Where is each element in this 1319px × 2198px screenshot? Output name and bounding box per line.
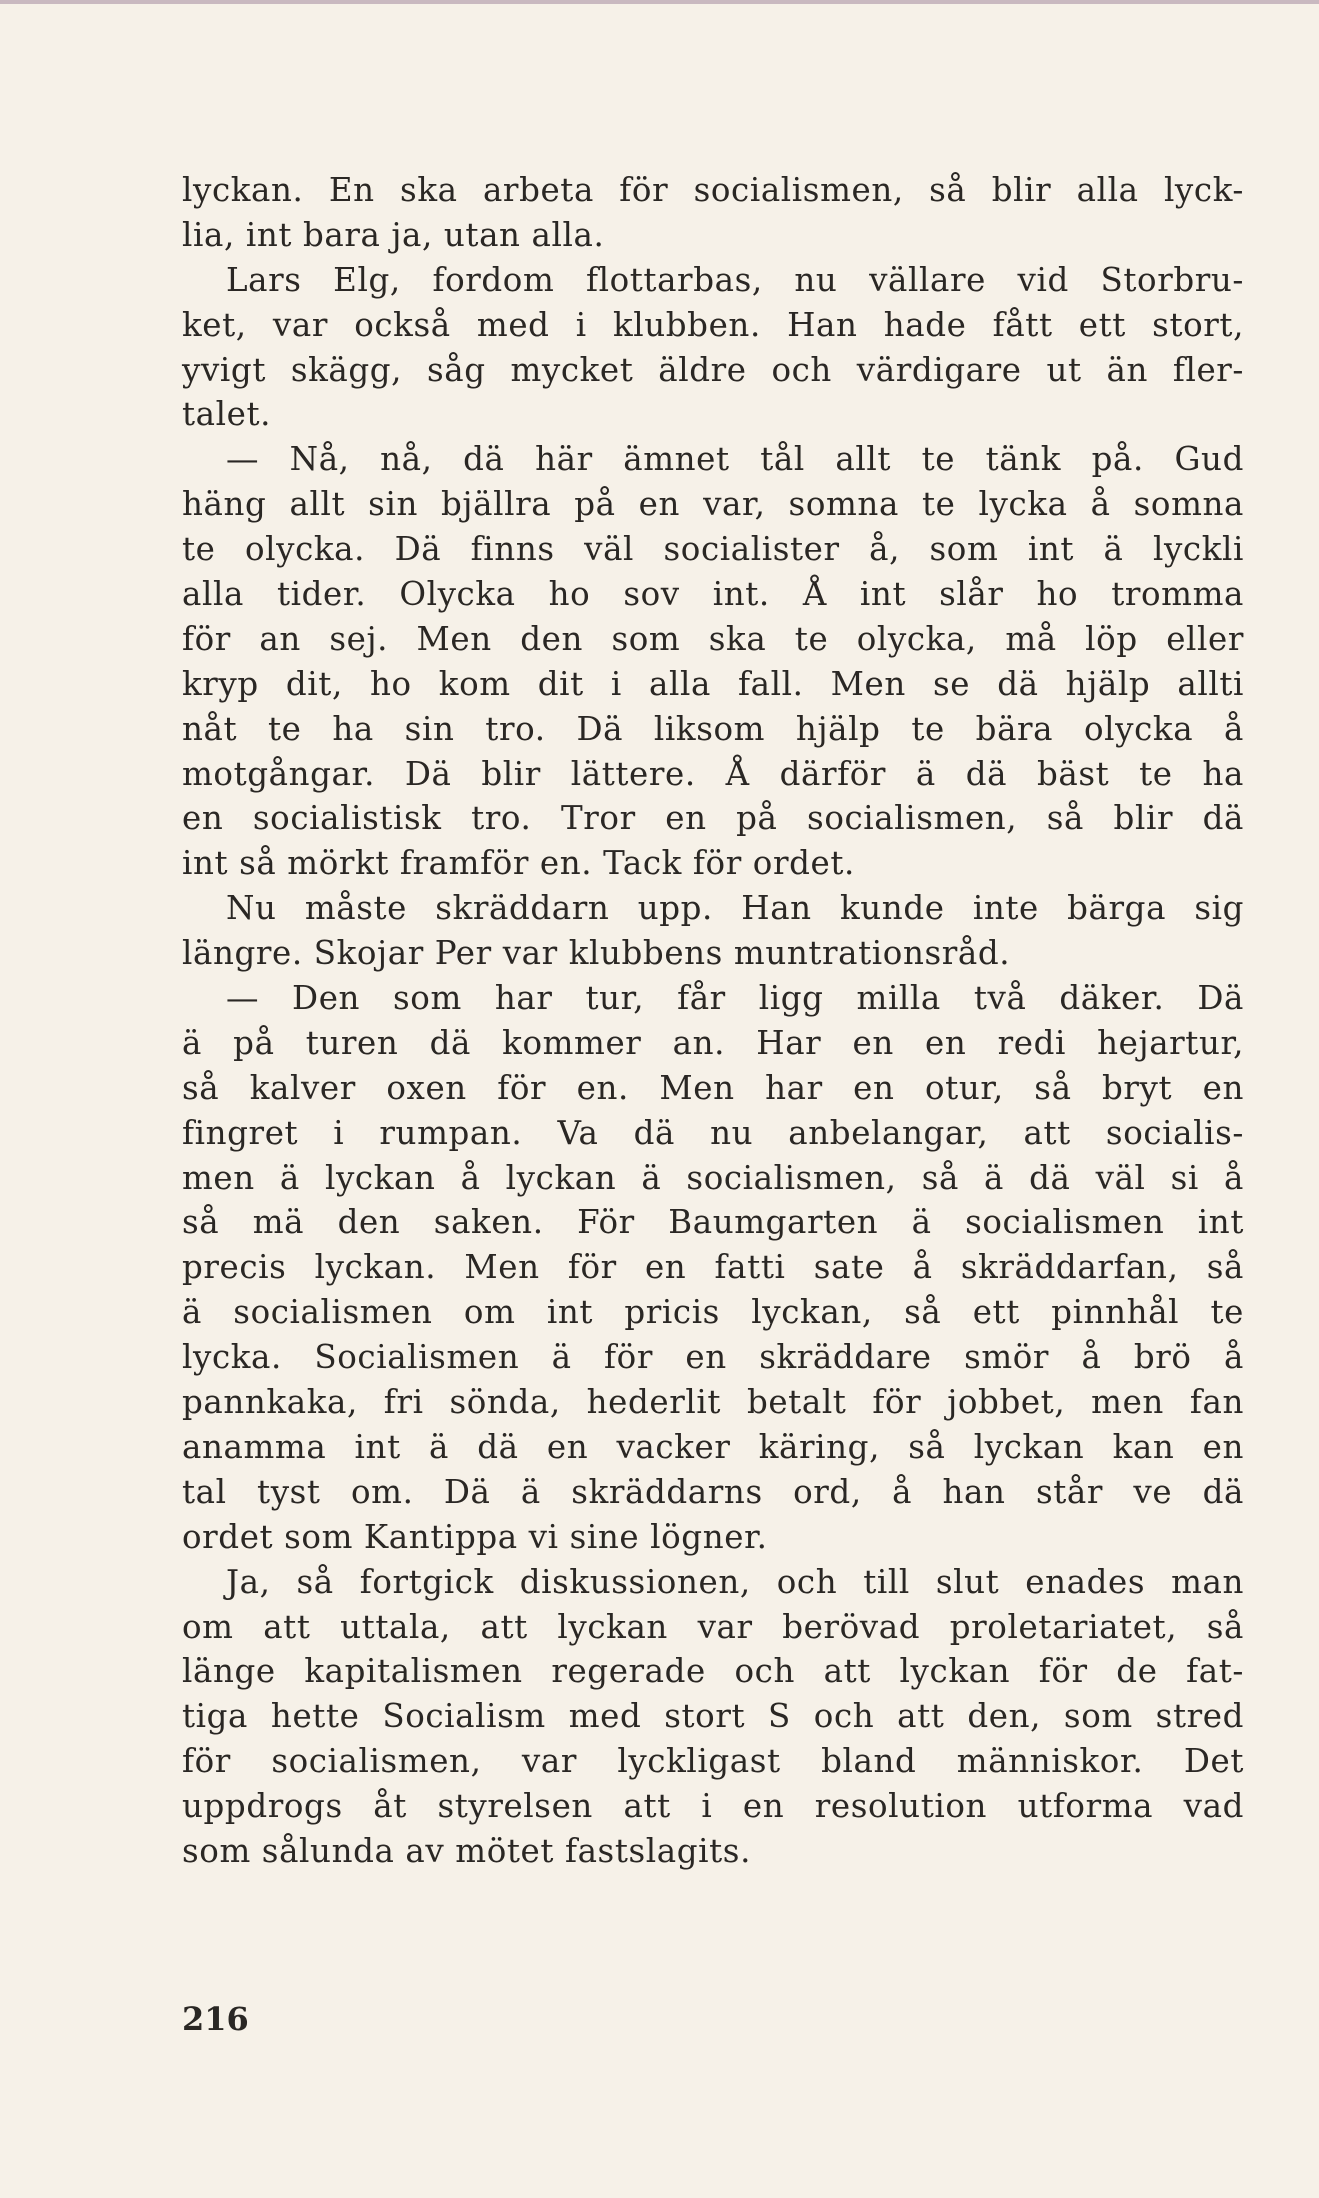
text-line: int så mörkt framför en. Tack för ordet. xyxy=(182,844,855,883)
text-line: — Den som har tur, får ligg milla två däker. Dä xyxy=(226,979,1244,1018)
page-number: 216 xyxy=(182,2000,249,2038)
text-line: länge kapitalismen regerade och att lyckan för de fat- xyxy=(182,1652,1244,1691)
text-line: som sålunda av mötet fastslagits. xyxy=(182,1831,752,1870)
text-line: lycka. Socialismen ä för en skräddare smör å brö å xyxy=(182,1338,1244,1377)
text-line: alla tider. Olycka ho sov int. Å int slår ho tromma xyxy=(182,575,1244,614)
text-line: för socialismen, var lyckligast bland människor. Det xyxy=(182,1742,1244,1781)
text-line: så kalver oxen för en. Men har en otur, så bryt en xyxy=(182,1068,1244,1107)
text-line: te olycka. Dä finns väl socialister å, som int ä lyckli xyxy=(182,530,1244,569)
text-line: fingret i rumpan. Va dä nu anbelangar, att socialis- xyxy=(182,1113,1244,1152)
text-line: om att uttala, att lyckan var berövad proletariatet, så xyxy=(182,1607,1244,1646)
text-line: tiga hette Socialism med stort S och att den, som stred xyxy=(182,1697,1244,1736)
text-line: motgångar. Dä blir lättere. Å därför ä dä bäst te ha xyxy=(182,754,1244,793)
text-line: Lars Elg, fordom flottarbas, nu vällare vid Storbru- xyxy=(226,260,1244,299)
text-line: yvigt skägg, såg mycket äldre och värdigare ut än fler- xyxy=(182,350,1244,389)
text-line: ä på turen dä kommer an. Har en en redi hejartur, xyxy=(182,1023,1244,1062)
text-line: tal tyst om. Dä ä skräddarns ord, å han står ve dä xyxy=(182,1472,1244,1511)
text-line: lyckan. En ska arbeta för socialismen, så blir alla lyck- xyxy=(182,171,1244,209)
text-line: Ja, så fortgick diskussionen, och till slut enades man xyxy=(226,1562,1244,1601)
text-line: ordet som Kantippa vi sine lögner. xyxy=(182,1517,768,1556)
text-line: talet. xyxy=(182,395,272,434)
text-line: så mä den saken. För Baumgarten ä socialismen int xyxy=(182,1203,1244,1242)
text-line: en socialistisk tro. Tror en på socialismen, så blir dä xyxy=(182,799,1244,838)
text-line: men ä lyckan å lyckan ä socialismen, så ä dä väl si å xyxy=(182,1158,1244,1197)
text-line: Nu måste skräddarn upp. Han kunde inte bärga sig xyxy=(226,889,1244,928)
text-line: pannkaka, fri sönda, hederlit betalt för jobbet, men fan xyxy=(182,1383,1244,1422)
text-line: längre. Skojar Per var klubbens muntrationsråd. xyxy=(182,934,1011,973)
text-line: lia, int bara ja, utan alla. xyxy=(182,215,605,254)
text-line: för an sej. Men den som ska te olycka, må löp eller xyxy=(182,619,1244,658)
text-line: nåt te ha sin tro. Dä liksom hjälp te bära olycka å xyxy=(182,709,1244,748)
text-line: precis lyckan. Men för en fatti sate å skräddarfan, så xyxy=(182,1248,1244,1287)
text-line: anamma int ä dä en vacker käring, så lyckan kan en xyxy=(182,1427,1244,1466)
text-line: häng allt sin bjällra på en var, somna te lycka å somna xyxy=(182,485,1244,524)
text-line: kryp dit, ho kom dit i alla fall. Men se dä hjälp allti xyxy=(182,664,1244,703)
text-line: ä socialismen om int pricis lyckan, så ett pinnhål te xyxy=(182,1293,1244,1332)
body-text xyxy=(182,168,1244,1874)
text-line: — Nå, nå, dä här ämnet tål allt te tänk på. Gud xyxy=(226,440,1244,479)
page-top-edge xyxy=(0,0,1319,4)
text-line: uppdrogs åt styrelsen att i en resolution utforma vad xyxy=(182,1787,1244,1826)
text-line: ket, var också med i klubben. Han hade fått ett stort, xyxy=(182,305,1244,344)
